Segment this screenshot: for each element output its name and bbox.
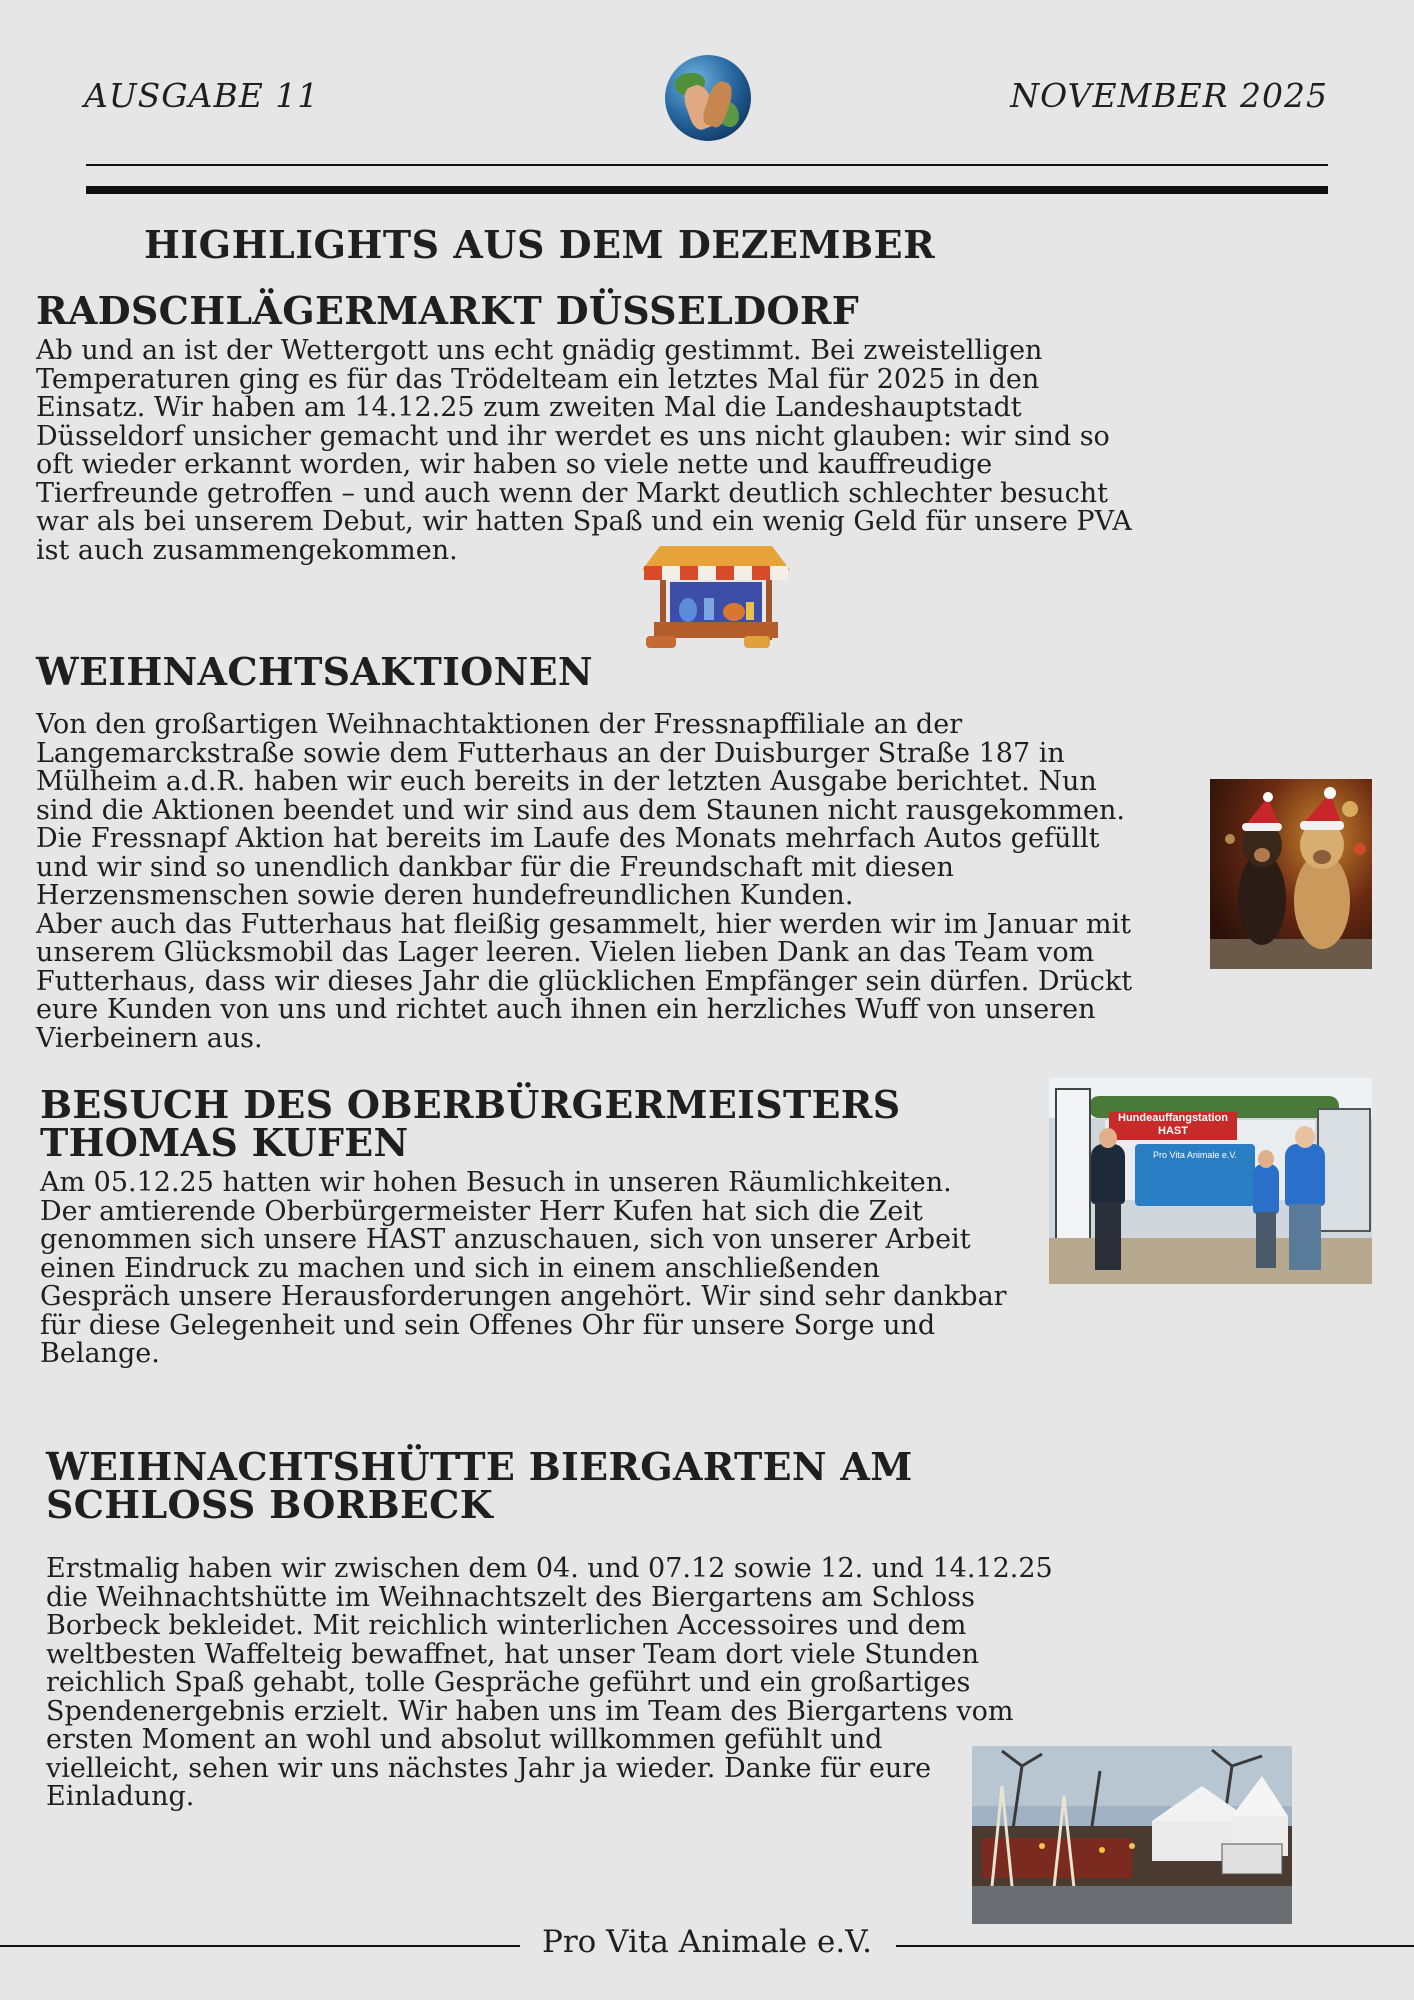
section-title-oberbuergermeister: BESUCH DES OBERBÜRGERMEISTERS THOMAS KUFEN (40, 1082, 901, 1165)
mayor-visit-photo (1049, 1078, 1372, 1284)
biergarten-photo (972, 1746, 1292, 1924)
section-body-oberbuergermeister: Am 05.12.25 hatten wir hohen Besuch in unseren Räumlichkeiten. Der amtierende Oberbürgermeister Herr Kufen hat sich die Zeit genommen sich unsere HAST anzuschauen, sich von unserer Arbeit einen Eindruck zu machen und sich in einem anschließenden Gespräch unsere Herausforderungen angehört. Wir sind sehr dankbar für diese Gelegenheit und sein Offenes Ohr für unsere Sorge und Belange. (40, 1167, 1007, 1369)
photo-banner: Pro Vita Animale e.V. (1135, 1144, 1255, 1206)
photo-sign-title: Hundeauffangstation (1118, 1112, 1228, 1124)
section-title-weihnachtsaktionen: WEIHNACHTSAKTIONEN (36, 649, 593, 694)
section-body-radschlaegermarkt: Ab und an ist der Wettergott uns echt gnädig gestimmt. Bei zweistelligen Temperaturen ging es für das Trödelteam ein letztes Mal für 2025 in den Einsatz. Wir haben am 14.12.25 zum zweiten Mal die Landeshauptstadt Düsseldorf unsicher gemacht und ihr werdet es uns nicht glauben: wir sind so oft wieder erkannt worden, wir haben so viele nette und kauffreudige Tierfreunde getroffen – und auch wenn der Markt deutlich schlechter besucht war als bei unserem Debut, wir hatten Spaß und ein wenig Geld für unsere PVA ist auch zusammengekommen. (36, 335, 1132, 566)
footer-organization: Pro Vita Animale e.V. (541, 1924, 873, 1960)
section-body-weihnachtshuette: Erstmalig haben wir zwischen dem 04. und 07.12 sowie 12. und 14.12.25 die Weihnachtshütte im Weihnachtszelt des Biergartens am Schloss Borbeck bekleidet. Mit reichlich winterlichen Accessoires und dem weltbesten Waffelteig bewaffnet, hat unser Team dort viele Stunden reichlich Spaß gehabt, tolle Gespräche geführt und ein großartiges Spendenergebnis erzielt. Wir haben uns im Team des Biergartens vom ersten Moment an wohl und absolut willkommen gefühlt und vielleicht, sehen wir uns nächstes Jahr ja wieder. Danke für eure Einladung. (46, 1553, 1053, 1812)
footer-divider-right (896, 1945, 1414, 1947)
globe-hands-logo-icon (665, 55, 751, 141)
section-body-weihnachtsaktionen: Von den großartigen Weihnachtaktionen der Fressnapffiliale an der Langemarckstraße sowie dem Futterhaus an der Duisburger Straße 187 in Mülheim a.d.R. haben wir euch bereits in der letzten Ausgabe berichtet. Nun sind die Aktionen beendet und wir sind aus dem Staunen nicht rausgekommen. Die Fressnapf Aktion hat bereits im Laufe des Monats mehrfach Autos gefüllt und wir sind so unendlich dankbar für die Freundschaft mit diesen Herzensmenschen sowie deren hundefreundlichen Kunden. Aber auch das Futterhaus hat fleißig gesammelt, hier werden wir im Januar mit unserem Glücksmobil das Lager leeren. Vielen lieben Dank an das Team vom Futterhaus, dass wir dieses Jahr die glücklichen Empfänger sein dürfen. Drückt eure Kunden von uns und richtet auch ihnen ein herzliches Wuff von unseren Vierbeinern aus. (36, 709, 1133, 1054)
issue-label: AUSGABE 11 (84, 76, 320, 115)
section-title-weihnachtshuette: WEIHNACHTSHÜTTE BIERGARTEN AM SCHLOSS BORBECK (46, 1444, 913, 1527)
header-divider-thick (86, 186, 1328, 194)
issue-date: NOVEMBER 2025 (1010, 76, 1328, 115)
header-divider-thin (86, 164, 1328, 166)
christmas-dogs-photo (1210, 779, 1372, 969)
photo-sign-subtitle: HAST (1158, 1125, 1188, 1137)
section-title-radschlaegermarkt: RADSCHLÄGERMARKT DÜSSELDORF (36, 288, 860, 333)
page-title: HIGHLIGHTS AUS DEM DEZEMBER (144, 222, 936, 267)
market-stall-illustration (640, 540, 792, 652)
